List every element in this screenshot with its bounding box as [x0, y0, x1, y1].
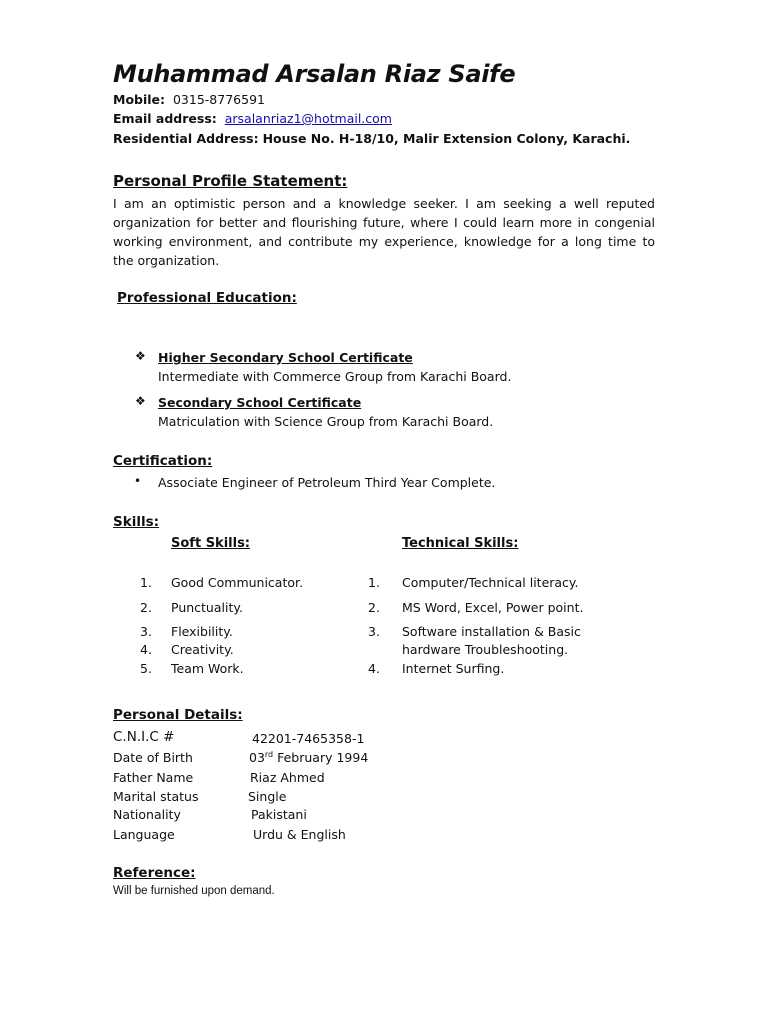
detail-value: Urdu & English: [253, 827, 346, 842]
technical-skill-item: Software installation & Basic: [402, 624, 581, 639]
detail-value: Single: [248, 789, 287, 804]
detail-value: [249, 750, 368, 765]
certification-item: Associate Engineer of Petroleum Third Year Complete.: [158, 475, 496, 490]
personal-details-heading: Personal Details:: [113, 707, 243, 723]
detail-label: Date of Birth: [113, 750, 193, 765]
list-number: 2.: [368, 600, 380, 615]
profile-text: I am an optimistic person and a knowledge seeker. I am seeking a well reputed organization for better and flourishing future, where I could learn more in congenial working environment, and contribute my experience, knowledge for a long time to the organization.: [113, 196, 655, 268]
education-heading: Professional Education:: [117, 290, 297, 306]
education-item-title: Higher Secondary School Certificate: [158, 350, 413, 365]
list-number: 1.: [140, 575, 152, 590]
detail-label: Marital status: [113, 789, 199, 804]
list-number: 2.: [140, 600, 152, 615]
reference-heading: Reference:: [113, 865, 196, 881]
bullet-icon: •: [134, 474, 142, 488]
mobile-value: 0315-8776591: [172, 92, 265, 107]
soft-skill-item: Flexibility.: [171, 624, 233, 639]
dob-suffix: rd: [264, 750, 274, 759]
detail-label: C.N.I.C #: [113, 729, 175, 745]
detail-value: Riaz Ahmed: [250, 770, 325, 785]
soft-skill-item: Good Communicator.: [171, 575, 303, 590]
list-number: 4.: [368, 661, 380, 676]
detail-value: Pakistani: [251, 807, 307, 822]
mobile-label: Mobile:: [113, 92, 166, 107]
technical-skills-heading: Technical Skills:: [402, 536, 519, 551]
technical-skill-item-continued: hardware Troubleshooting.: [402, 642, 569, 657]
soft-skill-item: Team Work.: [171, 661, 244, 676]
technical-skill-item: Internet Surfing.: [402, 661, 505, 676]
address-value: House No. H-18/10, Malir Extension Colony, Karachi.: [262, 131, 631, 146]
list-number: 5.: [140, 661, 152, 676]
soft-skill-item: Creativity.: [171, 642, 234, 657]
email-label: Email address:: [113, 111, 217, 126]
list-number: 3.: [140, 624, 152, 639]
soft-skills-heading: Soft Skills:: [171, 536, 251, 551]
email-link[interactable]: arsalanriaz1@hotmail.com: [224, 111, 392, 126]
email-line: [113, 111, 392, 126]
candidate-name: Muhammad Arsalan Riaz Saife: [113, 60, 516, 88]
profile-heading: Personal Profile Statement:: [113, 172, 348, 190]
education-item-title: Secondary School Certificate: [158, 395, 362, 410]
detail-label: Nationality: [113, 807, 181, 822]
mobile-line: [113, 92, 265, 107]
dob-day: 03: [249, 750, 265, 766]
technical-skill-item: Computer/Technical literacy.: [402, 575, 579, 590]
detail-label: Father Name: [113, 770, 194, 785]
education-item-desc: Matriculation with Science Group from Karachi Board.: [158, 414, 494, 429]
technical-skill-item: MS Word, Excel, Power point.: [402, 600, 584, 615]
diamond-bullet-icon: ❖: [135, 394, 146, 408]
reference-text: Will be furnished upon demand.: [113, 885, 275, 897]
detail-label: Language: [113, 827, 175, 842]
list-number: 1.: [368, 575, 380, 590]
education-item-desc: Intermediate with Commerce Group from Karachi Board.: [158, 369, 512, 384]
detail-value: 42201-7465358-1: [252, 731, 365, 746]
dob-rest: February 1994: [273, 750, 369, 766]
address-label: Residential Address:: [113, 131, 259, 146]
list-number: 4.: [140, 642, 152, 657]
soft-skill-item: Punctuality.: [171, 600, 243, 615]
list-number: 3.: [368, 624, 380, 639]
certification-heading: Certification:: [113, 453, 213, 469]
skills-heading: Skills:: [113, 514, 160, 530]
address-line: [113, 131, 630, 146]
diamond-bullet-icon: ❖: [135, 349, 146, 363]
